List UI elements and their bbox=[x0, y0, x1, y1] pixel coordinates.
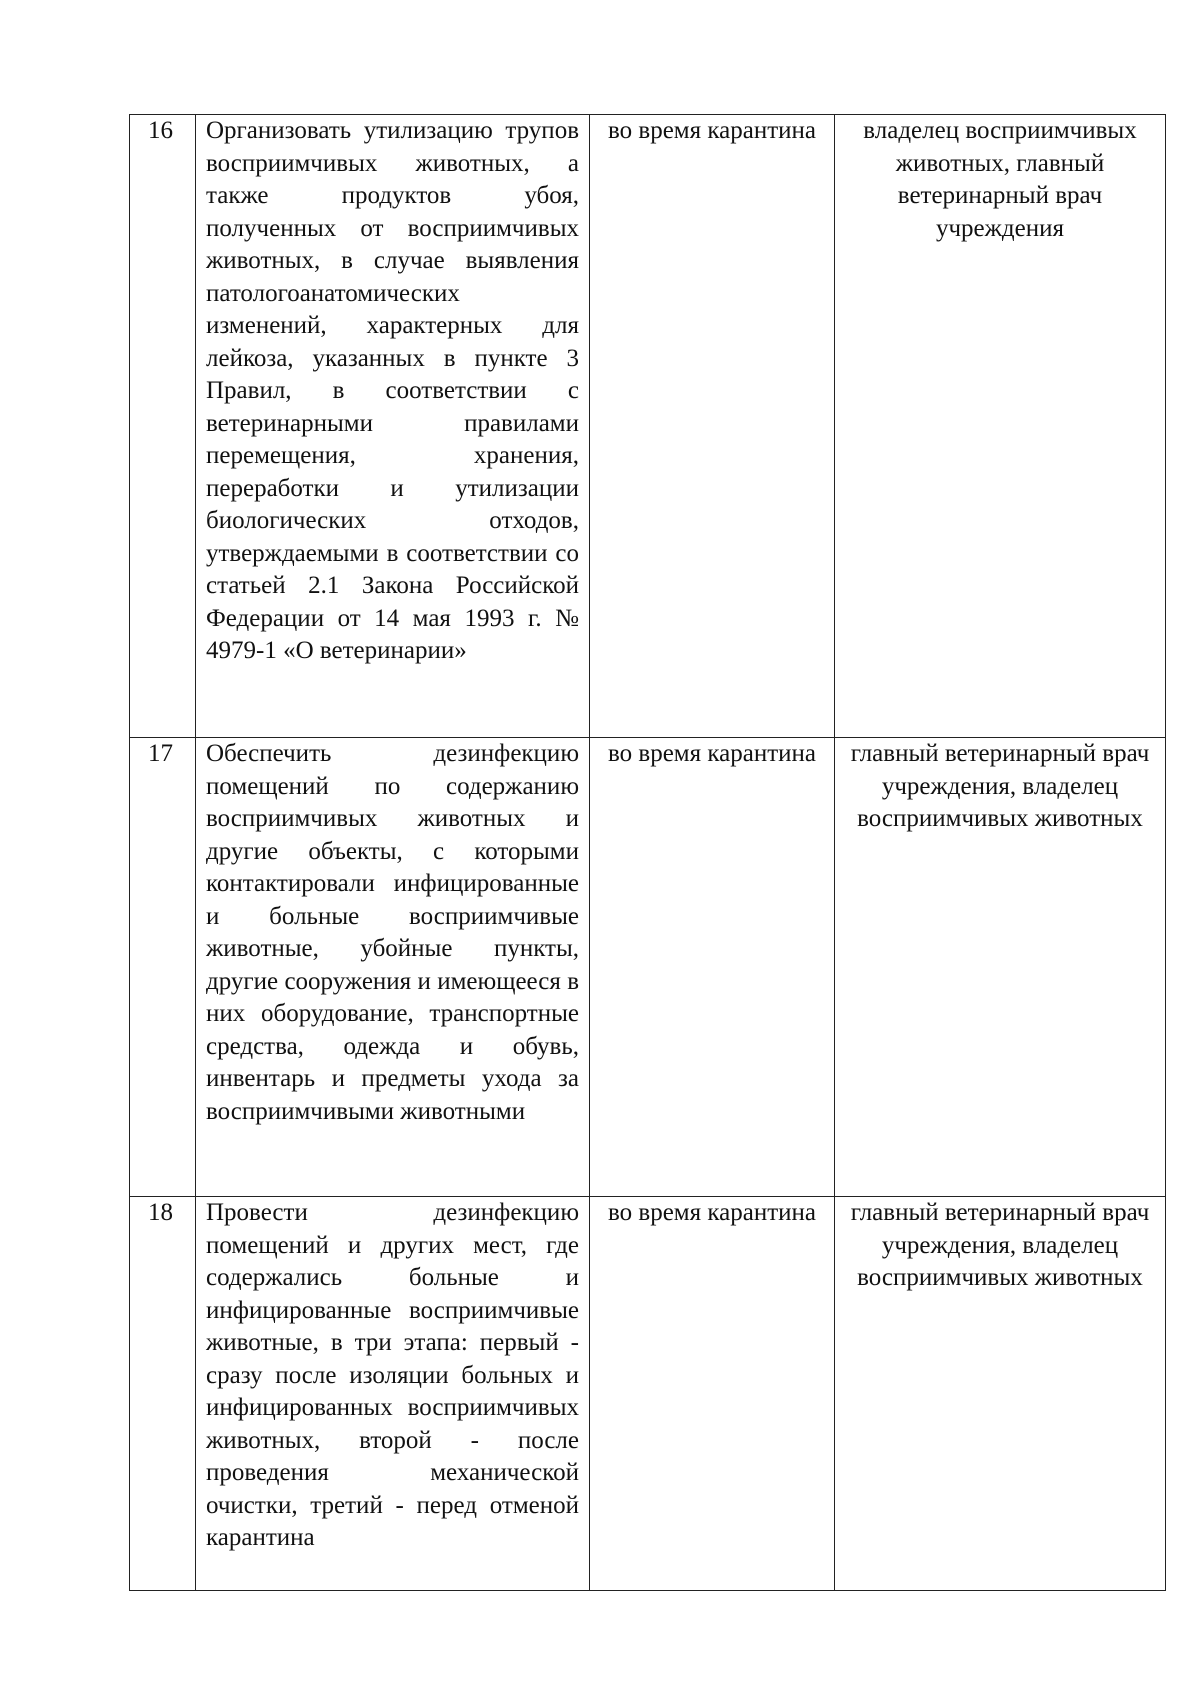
row-number-cell bbox=[130, 1197, 196, 1591]
action-cell bbox=[196, 738, 590, 1197]
measures-table bbox=[129, 114, 1166, 1591]
term-text: во время карантина bbox=[608, 117, 816, 144]
row-number: 18 bbox=[148, 1199, 173, 1226]
term-cell bbox=[590, 115, 835, 738]
row-number: 17 bbox=[148, 740, 173, 767]
row-number-cell bbox=[130, 738, 196, 1197]
table-row bbox=[130, 738, 1166, 1197]
term-cell bbox=[590, 1197, 835, 1591]
action-cell bbox=[196, 115, 590, 738]
term-cell bbox=[590, 738, 835, 1197]
row-number: 16 bbox=[148, 117, 173, 144]
row-number-cell bbox=[130, 115, 196, 738]
responsible-cell bbox=[835, 738, 1166, 1197]
responsible-text: главный ветеринарный врач учреждения, владелец восприимчивых животных bbox=[850, 1199, 1150, 1291]
action-text: Обеспечить дезинфекцию помещений по содержанию восприимчивых животных и другие объекты, с которыми контактировали инфицированные и больные восприимчивые животные, убойные пункты, другие сооружения и имеющееся в них оборудование, транспортные средства, одежда и обувь, инвентарь и предметы ухода за восприимчивыми животными bbox=[206, 740, 579, 1125]
table-row bbox=[130, 1197, 1166, 1591]
action-cell bbox=[196, 1197, 590, 1591]
term-text: во время карантина bbox=[608, 740, 816, 767]
action-text: Организовать утилизацию трупов восприимчивых животных, а также продуктов убоя, полученных от восприимчивых животных, в случае выявления патологоанатомических изменений, характерных для лейкоза, указанных в пункте 3 Правил, в соответствии с ветеринарными правилами перемещения, хранения, переработки и утилизации биологических отходов, утверждаемыми в соответствии со статьей 2.1 Закона Российской Федерации от 14 мая 1993 г. № 4979-1 «О ветеринарии» bbox=[206, 117, 579, 664]
responsible-cell bbox=[835, 115, 1166, 738]
table-row bbox=[130, 115, 1166, 738]
term-text: во время карантина bbox=[608, 1199, 816, 1226]
action-text: Провести дезинфекцию помещений и других мест, где содержались больные и инфицированные восприимчивые животные, в три этапа: первый - сразу после изоляции больных и инфицированных восприимчивых животных, второй - после проведения механической очистки, третий - перед отменой карантина bbox=[206, 1199, 579, 1551]
responsible-text: владелец восприимчивых животных, главный ветеринарный врач учреждения bbox=[863, 117, 1137, 242]
responsible-cell bbox=[835, 1197, 1166, 1591]
responsible-text: главный ветеринарный врач учреждения, владелец восприимчивых животных bbox=[850, 740, 1150, 832]
